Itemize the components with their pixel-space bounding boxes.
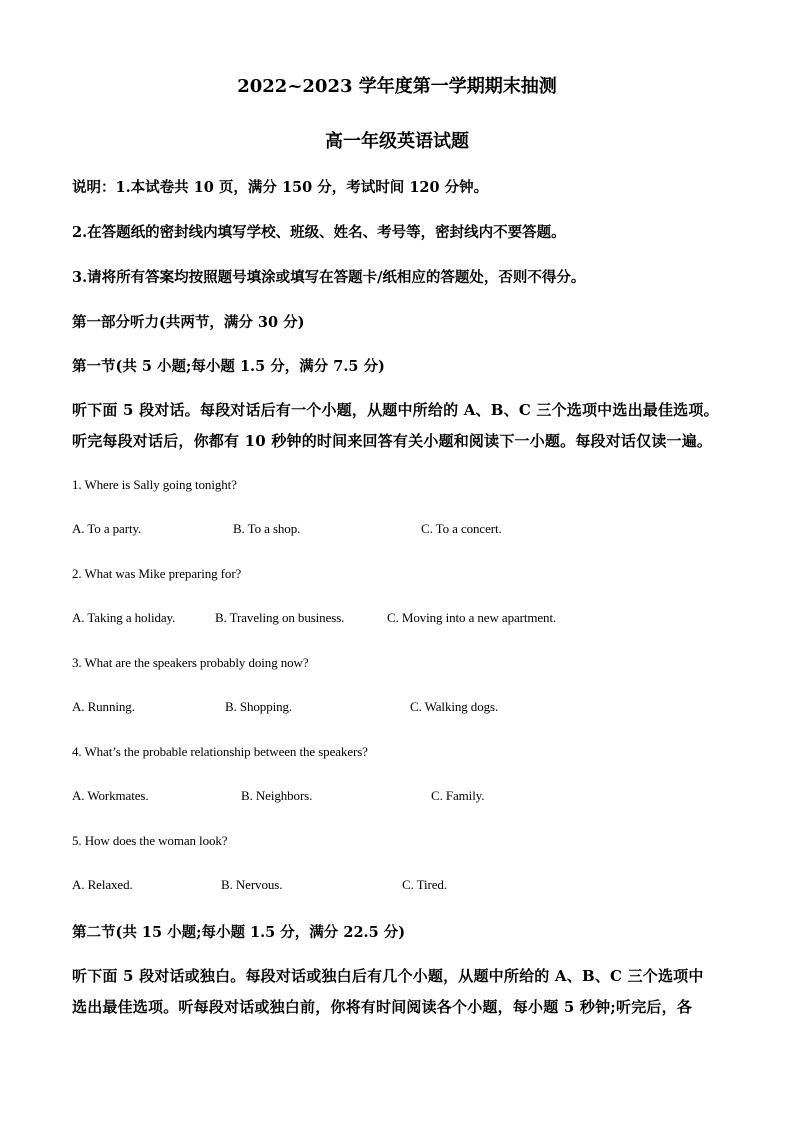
question-4-option-a: A. Workmates.	[72, 788, 149, 803]
exam-subtitle: 高一年级英语试题	[325, 131, 469, 152]
question-2-option-b: B. Traveling on business.	[215, 610, 345, 625]
question-1-option-b: B. To a shop.	[233, 521, 301, 536]
instruction-2: 2.在答题纸的密封线内填写学校、班级、姓名、考号等，密封线内不要答题。	[72, 224, 566, 241]
question-2-stem: 2. What was Mike preparing for?	[72, 566, 242, 581]
question-3-stem: 3. What are the speakers probably doing now?	[72, 655, 309, 670]
section2-directions-line1: 听下面 5 段对话或独白。每段对话或独白后有几个小题，从题中所给的 A、B、C 三个选项中	[72, 967, 704, 985]
exam-title: 2022~2023 学年度第一学期期末抽测	[237, 76, 557, 97]
question-5-option-c: C. Tired.	[402, 877, 447, 892]
question-3-option-a: A. Running.	[72, 699, 135, 714]
section1-directions-line1: 听下面 5 段对话。每段对话后有一个小题，从题中所给的 A、B、C 三个选项中选出最佳选项。	[72, 401, 719, 419]
question-4-option-b: B. Neighbors.	[241, 788, 313, 803]
section2-heading: 第二节(共 15 小题;每小题 1.5 分，满分 22.5 分)	[72, 924, 406, 941]
question-4-stem: 4. What’s the probable relationship between the speakers?	[72, 744, 368, 759]
question-1-option-c: C. To a concert.	[421, 521, 502, 536]
question-2-option-c: C. Moving into a new apartment.	[387, 610, 557, 625]
instruction-3: 3.请将所有答案均按照题号填涂或填写在答题卡/纸相应的答题处，否则不得分。	[72, 269, 586, 286]
question-2-option-a: A. Taking a holiday.	[72, 610, 176, 625]
section1-directions-line2: 听完每段对话后，你都有 10 秒钟的时间来回答有关小题和阅读下一小题。每段对话仅读一遍。	[72, 432, 713, 450]
question-3-option-c: C. Walking dogs.	[410, 699, 499, 714]
question-3-option-b: B. Shopping.	[225, 699, 293, 714]
question-4-option-c: C. Family.	[431, 788, 485, 803]
question-5-option-b: B. Nervous.	[221, 877, 283, 892]
instruction-1: 说明：1.本试卷共 10 页，满分 150 分，考试时间 120 分钟。	[72, 179, 489, 196]
question-5-stem: 5. How does the woman look?	[72, 833, 228, 848]
section2-directions-line2: 选出最佳选项。听每段对话或独白前，你将有时间阅读各个小题，每小题 5 秒钟;听完后，各	[72, 998, 693, 1016]
question-1-stem: 1. Where is Sally going tonight?	[72, 477, 237, 492]
question-1-option-a: A. To a party.	[72, 521, 142, 536]
part1-heading: 第一部分听力(共两节，满分 30 分)	[72, 314, 305, 331]
section1-heading: 第一节(共 5 小题;每小题 1.5 分，满分 7.5 分)	[72, 358, 385, 375]
question-5-option-a: A. Relaxed.	[72, 877, 133, 892]
